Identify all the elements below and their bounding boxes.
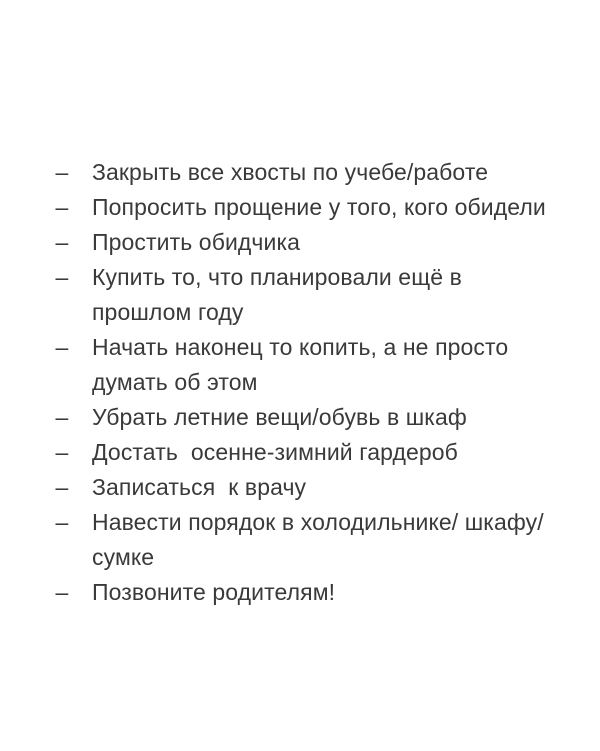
list-item [0,470,600,505]
list-item [0,190,600,225]
bullet-dash: – [55,159,69,185]
list-item-text: Простить обидчика [92,229,301,255]
list-item [0,435,600,470]
bullet-dash: – [55,439,69,465]
bullet-dash: – [55,194,69,220]
list-item-text: Позвоните родителям! [92,579,336,605]
list-item-text: Записаться к врачу [92,474,307,500]
list-item [0,225,600,260]
list-item [0,505,600,575]
bullet-dash: – [55,229,69,255]
list-item [0,330,600,400]
list-item-text: Убрать летние вещи/обувь в шкаф [92,404,467,430]
list-item [0,575,600,610]
list-item-text: Навести порядок в холодильнике/ шкафу/сумке [92,509,544,570]
bullet-dash: – [55,474,69,500]
list-item-text: Попросить прощение у того, кого обидели [92,194,546,220]
list-item [0,155,600,190]
bullet-dash: – [55,509,69,535]
list-item-text: Достать осенне-зимний гардероб [92,439,458,465]
list-item [0,400,600,435]
bullet-dash: – [55,579,69,605]
list-item-text: Закрыть все хвосты по учебе/работе [92,159,489,185]
list-item-text: Купить то, что планировали ещё в прошлом году [92,264,469,325]
bullet-dash: – [55,264,69,290]
list-item-text: Начать наконец то копить, а не просто думать об этом [92,334,515,395]
checklist [0,155,600,610]
bullet-dash: – [55,404,69,430]
list-item [0,260,600,330]
bullet-dash: – [55,334,69,360]
